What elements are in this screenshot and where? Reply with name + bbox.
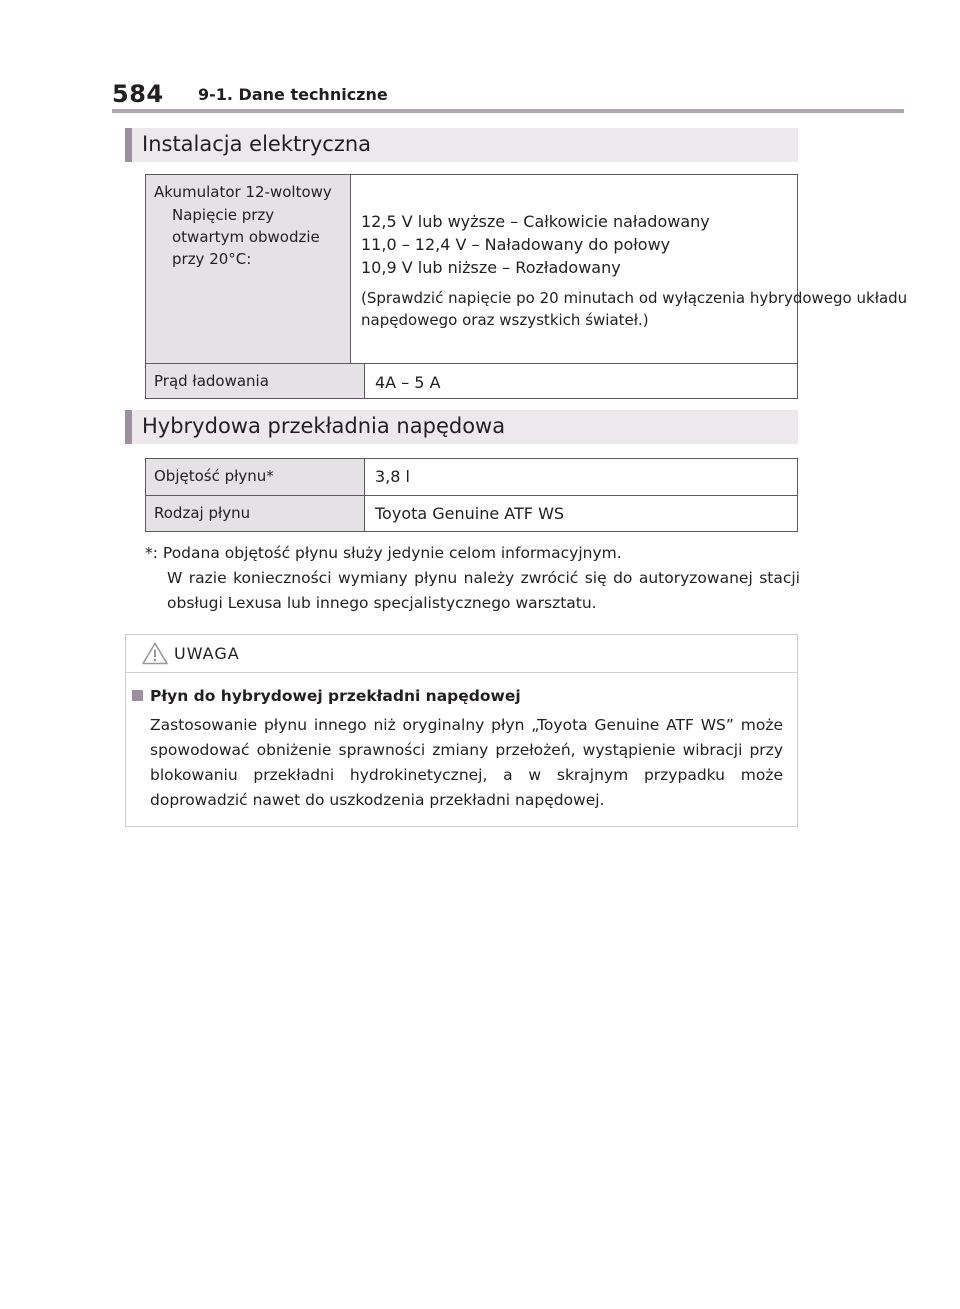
warning-triangle-icon — [142, 642, 168, 665]
section-heading-transmission — [125, 410, 798, 444]
chapter-title: 9-1. Dane techniczne — [198, 85, 388, 104]
table-row — [146, 363, 797, 398]
warning-label: UWAGA — [174, 644, 240, 663]
electrical-spec-table — [145, 174, 908, 399]
charge-label: Prąd ładowania — [146, 364, 365, 398]
section-title: Instalacja elektryczna — [142, 132, 372, 156]
battery-label-cell — [146, 175, 351, 363]
section-bar — [125, 128, 132, 162]
section-heading-electrical — [125, 128, 798, 162]
charge-value: 4A – 5 A — [375, 373, 441, 392]
table-row — [146, 459, 797, 495]
warning-item-title-text: Płyn do hybrydowej przekładni napędowej — [150, 687, 521, 705]
fluid-type-label: Rodzaj płynu — [146, 496, 365, 531]
transmission-spec-table — [145, 458, 798, 532]
fluid-type-value: Toyota Genuine ATF WS — [375, 504, 565, 523]
warning-body: Zastosowanie płynu innego niż oryginalny płyn „Toyota Genuine ATF WS” może spowodować obniżenie sprawności zmiany przełożeń, wystąpienie wibracji przy blokowaniu przekładni hydrokinetycznej, a w skrajnym przypadku może doprowadzić nawet do uszkodzenia przekładni napędowej. — [150, 716, 783, 809]
bullet-square-icon — [132, 690, 143, 701]
warning-header — [126, 635, 797, 673]
voltage-label: Napięcie przy otwartym obwodzie przy 20°C: — [172, 206, 320, 268]
footnote — [145, 541, 800, 616]
header-rule — [112, 109, 904, 113]
voltage-value-half: 11,0 – 12,4 V – Naładowany do połowy — [361, 235, 671, 254]
footnote-detail: W razie konieczności wymiany płynu należy zwrócić się do autoryzowanej stacji obsługi Lexusa lub innego specjalistycznego warsztatu. — [167, 569, 800, 612]
section-title: Hybrydowa przekładnia napędowa — [142, 414, 506, 438]
section-bar — [125, 410, 132, 444]
voltage-value-full: 12,5 V lub wyższe – Całkowicie naładowany — [361, 212, 710, 231]
table-row — [146, 175, 908, 363]
voltage-value-cell — [351, 175, 960, 363]
page-number: 584 — [112, 80, 164, 108]
warning-item-title — [132, 687, 521, 705]
voltage-value-low: 10,9 V lub niższe – Rozładowany — [361, 258, 621, 277]
fluid-volume-label: Objętość płynu* — [146, 459, 365, 495]
warning-box — [125, 634, 798, 827]
table-row — [146, 495, 797, 531]
voltage-note: (Sprawdzić napięcie po 20 minutach od wyłączenia hybrydowego układu napędowego oraz wszystkich świateł.) — [361, 289, 908, 329]
page-header — [112, 78, 904, 110]
footnote-line: *: Podana objętość płynu służy jedynie celom informacyjnym. — [145, 544, 622, 562]
battery-label: Akumulator 12-woltowy — [154, 183, 332, 201]
fluid-volume-value: 3,8 l — [375, 467, 410, 486]
